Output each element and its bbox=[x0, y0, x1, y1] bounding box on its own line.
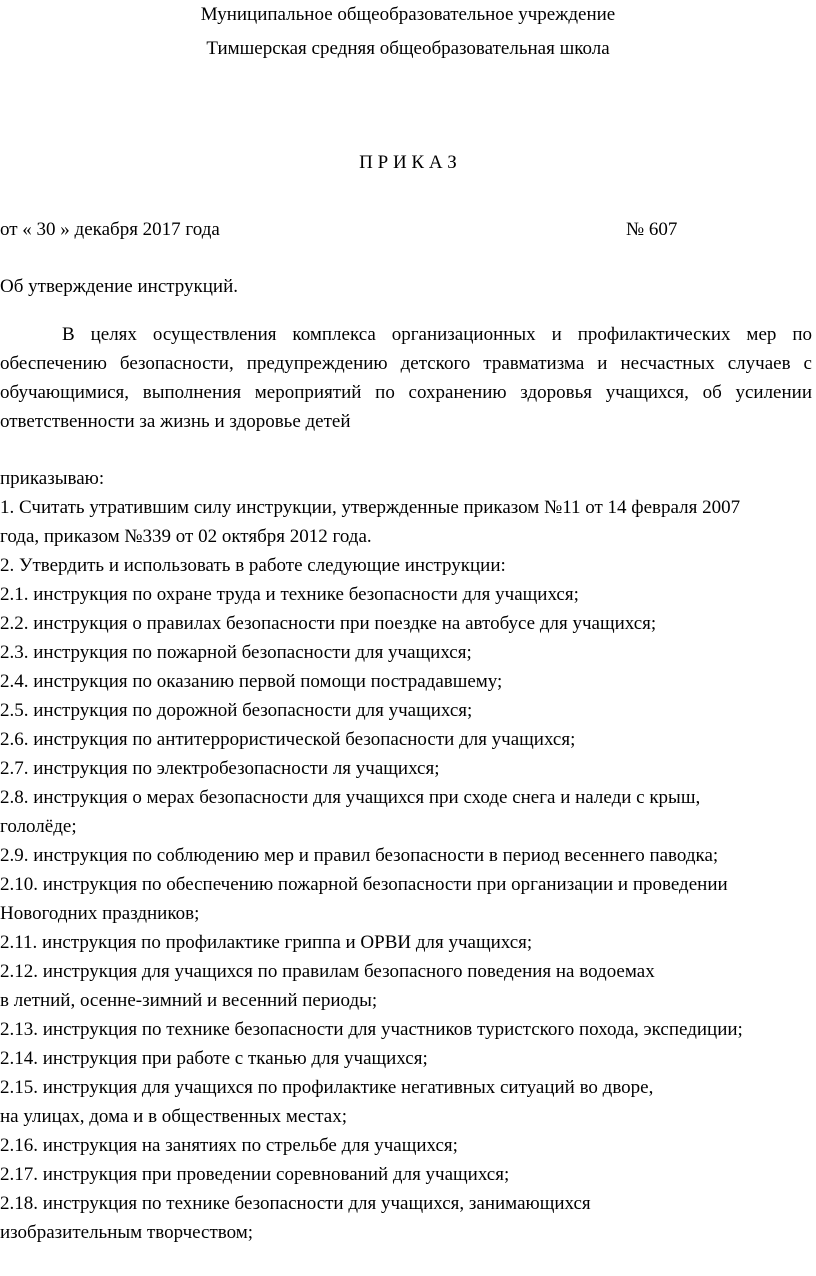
order-line: 2.8. инструкция о мерах безопасности для учащихся при сходе снега и наледи с крыш, bbox=[0, 787, 701, 808]
order-line: приказываю: bbox=[0, 468, 105, 489]
order-line: 2.13. инструкция по технике безопасности для участников туристского похода, экспедиции; bbox=[0, 1019, 743, 1040]
order-subject: Об утверждение инструкций. bbox=[0, 276, 239, 297]
preamble-paragraph bbox=[0, 320, 812, 436]
preamble-text: В целях осуществления комплекса организационных и профилактических мер по обеспечению безопасности, предупреждению детского травматизма и несчастных случаев с обучающимися, выполнения мероприятий по сохранению здоровья учащихся, об усилении ответственности за жизнь и здоровье детей bbox=[0, 324, 812, 432]
order-line: 2.11. инструкция по профилактике гриппа и ОРВИ для учащихся; bbox=[0, 932, 533, 953]
order-line: 2.18. инструкция по технике безопасности для учащихся, занимающихся bbox=[0, 1193, 591, 1214]
order-line: изобразительным творчеством; bbox=[0, 1222, 254, 1243]
order-line: 2.14. инструкция при работе с тканью для учащихся; bbox=[0, 1048, 428, 1069]
order-line: 2.1. инструкция по охране труда и технике безопасности для учащихся; bbox=[0, 584, 579, 605]
order-line: 2.16. инструкция на занятиях по стрельбе для учащихся; bbox=[0, 1135, 458, 1156]
order-line: 2.15. инструкция для учащихся по профилактике негативных ситуаций во дворе, bbox=[0, 1077, 654, 1098]
order-line: 2.3. инструкция по пожарной безопасности для учащихся; bbox=[0, 642, 472, 663]
order-line: 2.17. инструкция при проведении соревнований для учащихся; bbox=[0, 1164, 510, 1185]
org-name-line2: Тимшерская средняя общеобразовательная школа bbox=[206, 38, 610, 59]
order-line: года, приказом №339 от 02 октября 2012 года. bbox=[0, 526, 372, 547]
order-line: 2.6. инструкция по антитеррористической безопасности для учащихся; bbox=[0, 729, 576, 750]
order-line: 2.10. инструкция по обеспечению пожарной безопасности при организации и проведении bbox=[0, 874, 728, 895]
order-line: Новогодних праздников; bbox=[0, 903, 200, 924]
order-line: 2.9. инструкция по соблюдению мер и правил безопасности в период весеннего паводка; bbox=[0, 845, 719, 866]
order-line: в летний, осенне-зимний и весенний периоды; bbox=[0, 990, 378, 1011]
order-line: 2. Утвердить и использовать в работе следующие инструкции: bbox=[0, 555, 506, 576]
order-line: 2.2. инструкция о правилах безопасности при поездке на автобусе для учащихся; bbox=[0, 613, 657, 634]
order-date: от « 30 » декабря 2017 года bbox=[0, 219, 220, 240]
order-title: П Р И К А З bbox=[359, 152, 457, 173]
order-line: 2.12. инструкция для учащихся по правилам безопасного поведения на водоемах bbox=[0, 961, 655, 982]
order-line: 2.7. инструкция по электробезопасности ля учащихся; bbox=[0, 758, 440, 779]
order-line: на улицах, дома и в общественных местах; bbox=[0, 1106, 347, 1127]
order-line: гололёде; bbox=[0, 816, 77, 837]
order-body bbox=[0, 464, 816, 1247]
order-number: № 607 bbox=[626, 219, 678, 240]
order-line: 1. Считать утратившим силу инструкции, утвержденные приказом №11 от 14 февраля 2007 bbox=[0, 497, 741, 518]
order-line: 2.4. инструкция по оказанию первой помощи пострадавшему; bbox=[0, 671, 503, 692]
order-line: 2.5. инструкция по дорожной безопасности для учащихся; bbox=[0, 700, 473, 721]
org-name-line1: Муниципальное общеобразовательное учреждение bbox=[200, 4, 616, 25]
